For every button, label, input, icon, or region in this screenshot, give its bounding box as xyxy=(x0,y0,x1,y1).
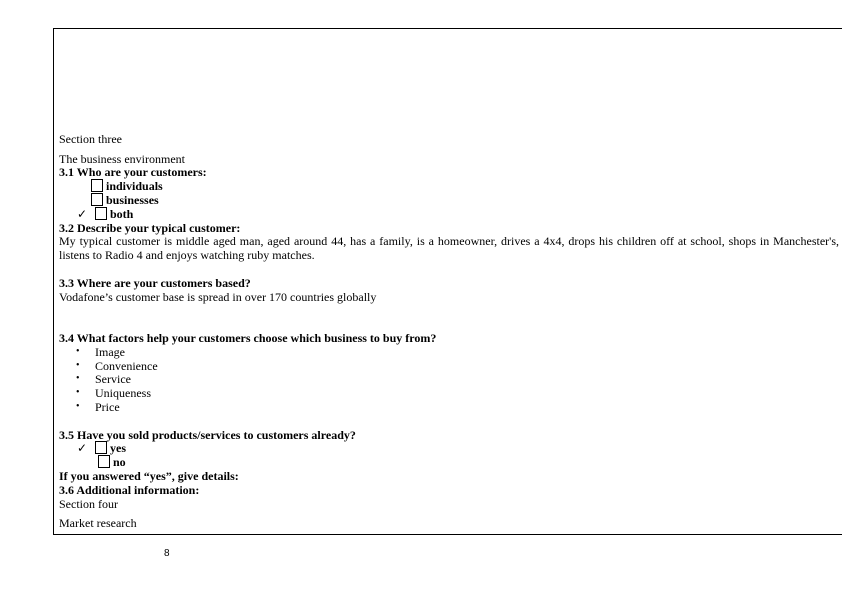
checkbox-no[interactable] xyxy=(98,455,110,468)
q35-followup: If you answered “yes”, give details: xyxy=(59,469,239,483)
q33-question: 3.3 Where are your customers based? xyxy=(59,276,251,290)
q32-answer: My typical customer is middle aged man, aged around 44, has a family, is a homeowner, drives a 4x4, drops his children off at school, shops in Manchester's, listens to Radio 4 and enjoys watching ruby matches. xyxy=(59,234,839,262)
factor-item: Service xyxy=(95,372,131,386)
factor-item: Image xyxy=(95,345,125,359)
section-four-subtitle: Market research xyxy=(59,516,137,530)
checkbox-individuals[interactable] xyxy=(91,179,103,192)
q32-question: 3.2 Describe your typical customer: xyxy=(59,221,241,235)
option-yes xyxy=(95,441,126,455)
checkbox-yes[interactable] xyxy=(95,441,107,454)
section-three-subtitle: The business environment xyxy=(59,152,185,166)
checkmark-icon: ✓ xyxy=(77,441,88,455)
option-individuals xyxy=(91,179,163,193)
option-businesses xyxy=(91,193,159,207)
option-both xyxy=(95,207,133,221)
bullet-icon: • xyxy=(76,360,80,371)
q34-question: 3.4 What factors help your customers choose which business to buy from? xyxy=(59,331,437,345)
bullet-icon: • xyxy=(76,373,80,384)
checkbox-both[interactable] xyxy=(95,207,107,220)
option-yes-label: yes xyxy=(110,441,126,455)
option-no-label: no xyxy=(113,455,126,469)
option-no xyxy=(98,455,126,469)
option-individuals-label: individuals xyxy=(106,179,163,193)
section-three-title: Section three xyxy=(59,132,122,146)
bullet-icon: • xyxy=(76,401,80,412)
bullet-icon: • xyxy=(76,346,80,357)
option-both-label: both xyxy=(110,207,134,221)
option-businesses-label: businesses xyxy=(106,193,159,207)
factor-item: Convenience xyxy=(95,359,158,373)
bullet-icon: • xyxy=(76,387,80,398)
page-number: 8 xyxy=(164,548,170,559)
factor-item: Price xyxy=(95,400,120,414)
checkbox-businesses[interactable] xyxy=(91,193,103,206)
section-four-title: Section four xyxy=(59,497,118,511)
q33-answer: Vodafone’s customer base is spread in over 170 countries globally xyxy=(59,290,377,304)
factor-item: Uniqueness xyxy=(95,386,151,400)
q31-question: 3.1 Who are your customers: xyxy=(59,165,207,179)
checkmark-icon: ✓ xyxy=(77,207,88,221)
q36-question: 3.6 Additional information: xyxy=(59,483,200,497)
q35-question: 3.5 Have you sold products/services to customers already? xyxy=(59,428,356,442)
